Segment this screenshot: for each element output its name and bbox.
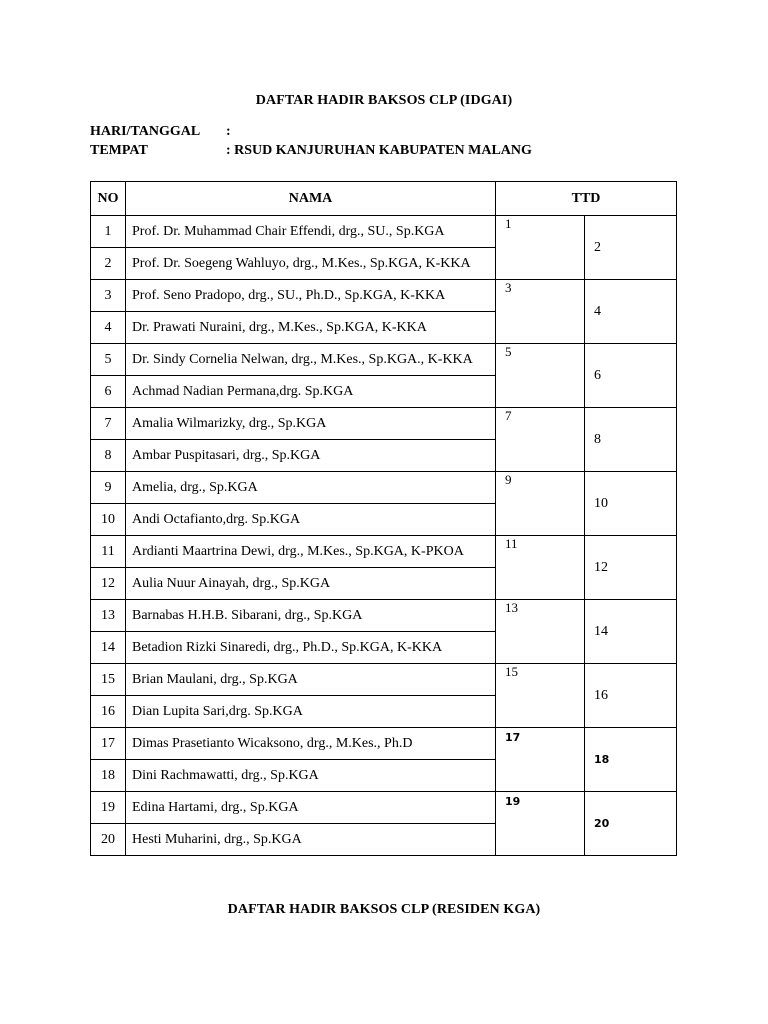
row-number: 7 [91, 408, 126, 440]
signature-number: 15 [505, 664, 518, 679]
row-name: Dr. Prawati Nuraini, drg., M.Kes., Sp.KGA, K-KKA [126, 312, 496, 344]
meta-label-date: HARI/TANGGAL [90, 124, 201, 139]
table-row [91, 600, 677, 632]
row-number: 18 [91, 760, 126, 792]
row-name: Prof. Dr. Soegeng Wahluyo, drg., M.Kes., Sp.KGA, K-KKA [126, 248, 496, 280]
table-row [91, 792, 677, 824]
header-no: NO [91, 182, 126, 216]
row-name: Hesti Muharini, drg., Sp.KGA [126, 824, 496, 856]
row-number: 3 [91, 280, 126, 312]
signature-cell-odd [496, 472, 585, 536]
signature-cell-odd [496, 728, 585, 792]
signature-cell-even [585, 536, 677, 600]
row-name: Brian Maulani, drg., Sp.KGA [126, 664, 496, 696]
table-row [91, 536, 677, 568]
row-number: 19 [91, 792, 126, 824]
signature-number: 17 [505, 731, 521, 744]
signature-cell-even [585, 280, 677, 344]
table-row [91, 344, 677, 376]
signature-cell-even [585, 664, 677, 728]
row-name: Prof. Dr. Muhammad Chair Effendi, drg., SU., Sp.KGA [126, 216, 496, 248]
signature-cell-even [585, 792, 677, 856]
meta-value-date: : [226, 124, 231, 139]
row-number: 1 [91, 216, 126, 248]
row-name: Amelia, drg., Sp.KGA [126, 472, 496, 504]
signature-number: 3 [505, 280, 512, 295]
header-nama: NAMA [126, 182, 496, 216]
row-name: Ardianti Maartrina Dewi, drg., M.Kes., Sp.KGA, K-PKOA [126, 536, 496, 568]
signature-number: 9 [505, 472, 512, 487]
signature-number: 12 [594, 559, 608, 575]
document-title: DAFTAR HADIR BAKSOS CLP (IDGAI) [255, 93, 513, 108]
signature-number: 19 [505, 795, 521, 808]
meta-label-place: TEMPAT [90, 143, 148, 158]
table-body [91, 216, 677, 856]
row-name: Dimas Prasetianto Wicaksono, drg., M.Kes., Ph.D [126, 728, 496, 760]
table-row [91, 280, 677, 312]
row-name: Dian Lupita Sari,drg. Sp.KGA [126, 696, 496, 728]
signature-cell-odd [496, 664, 585, 728]
row-number: 20 [91, 824, 126, 856]
row-number: 16 [91, 696, 126, 728]
signature-cell-odd [496, 408, 585, 472]
signature-number: 8 [594, 431, 601, 447]
row-name: Amalia Wilmarizky, drg., Sp.KGA [126, 408, 496, 440]
table-row [91, 728, 677, 760]
row-number: 8 [91, 440, 126, 472]
table-row [91, 216, 677, 248]
signature-number: 4 [594, 303, 601, 319]
signature-cell-odd [496, 216, 585, 280]
signature-number: 10 [594, 495, 608, 511]
row-name: Barnabas H.H.B. Sibarani, drg., Sp.KGA [126, 600, 496, 632]
row-name: Dr. Sindy Cornelia Nelwan, drg., M.Kes., Sp.KGA., K-KKA [126, 344, 496, 376]
table-row [91, 472, 677, 504]
row-name: Achmad Nadian Permana,drg. Sp.KGA [126, 376, 496, 408]
signature-number: 13 [505, 600, 518, 615]
row-number: 9 [91, 472, 126, 504]
signature-cell-odd [496, 536, 585, 600]
row-name: Aulia Nuur Ainayah, drg., Sp.KGA [126, 568, 496, 600]
header-ttd: TTD [496, 182, 677, 216]
footer-title: DAFTAR HADIR BAKSOS CLP (RESIDEN KGA) [227, 902, 541, 917]
signature-number: 6 [594, 367, 601, 383]
signature-number: 2 [594, 239, 601, 255]
row-number: 17 [91, 728, 126, 760]
row-number: 11 [91, 536, 126, 568]
signature-number: 14 [594, 623, 608, 639]
signature-cell-odd [496, 344, 585, 408]
row-number: 2 [91, 248, 126, 280]
signature-number: 16 [594, 687, 608, 703]
signature-cell-even [585, 216, 677, 280]
signature-number: 18 [594, 752, 610, 766]
signature-cell-odd [496, 792, 585, 856]
signature-cell-even [585, 408, 677, 472]
row-number: 5 [91, 344, 126, 376]
row-name: Prof. Seno Pradopo, drg., SU., Ph.D., Sp.KGA, K-KKA [126, 280, 496, 312]
row-number: 12 [91, 568, 126, 600]
signature-number: 20 [594, 816, 610, 830]
signature-number: 11 [505, 536, 518, 551]
attendance-table [90, 181, 677, 856]
row-number: 6 [91, 376, 126, 408]
row-name: Betadion Rizki Sinaredi, drg., Ph.D., Sp.KGA, K-KKA [126, 632, 496, 664]
row-name: Edina Hartami, drg., Sp.KGA [126, 792, 496, 824]
signature-cell-even [585, 600, 677, 664]
signature-cell-even [585, 344, 677, 408]
signature-cell-odd [496, 280, 585, 344]
row-name: Andi Octafianto,drg. Sp.KGA [126, 504, 496, 536]
row-number: 4 [91, 312, 126, 344]
row-name: Dini Rachmawatti, drg., Sp.KGA [126, 760, 496, 792]
signature-cell-odd [496, 600, 585, 664]
signature-number: 1 [505, 216, 512, 231]
signature-cell-even [585, 472, 677, 536]
row-number: 15 [91, 664, 126, 696]
row-number: 10 [91, 504, 126, 536]
signature-number: 7 [505, 408, 512, 423]
meta-value-place: : RSUD KANJURUHAN KABUPATEN MALANG [226, 143, 532, 158]
table-header-row [91, 182, 677, 216]
signature-number: 5 [505, 344, 512, 359]
row-number: 14 [91, 632, 126, 664]
row-name: Ambar Puspitasari, drg., Sp.KGA [126, 440, 496, 472]
table-row [91, 664, 677, 696]
table-row [91, 408, 677, 440]
row-number: 13 [91, 600, 126, 632]
signature-cell-even [585, 728, 677, 792]
